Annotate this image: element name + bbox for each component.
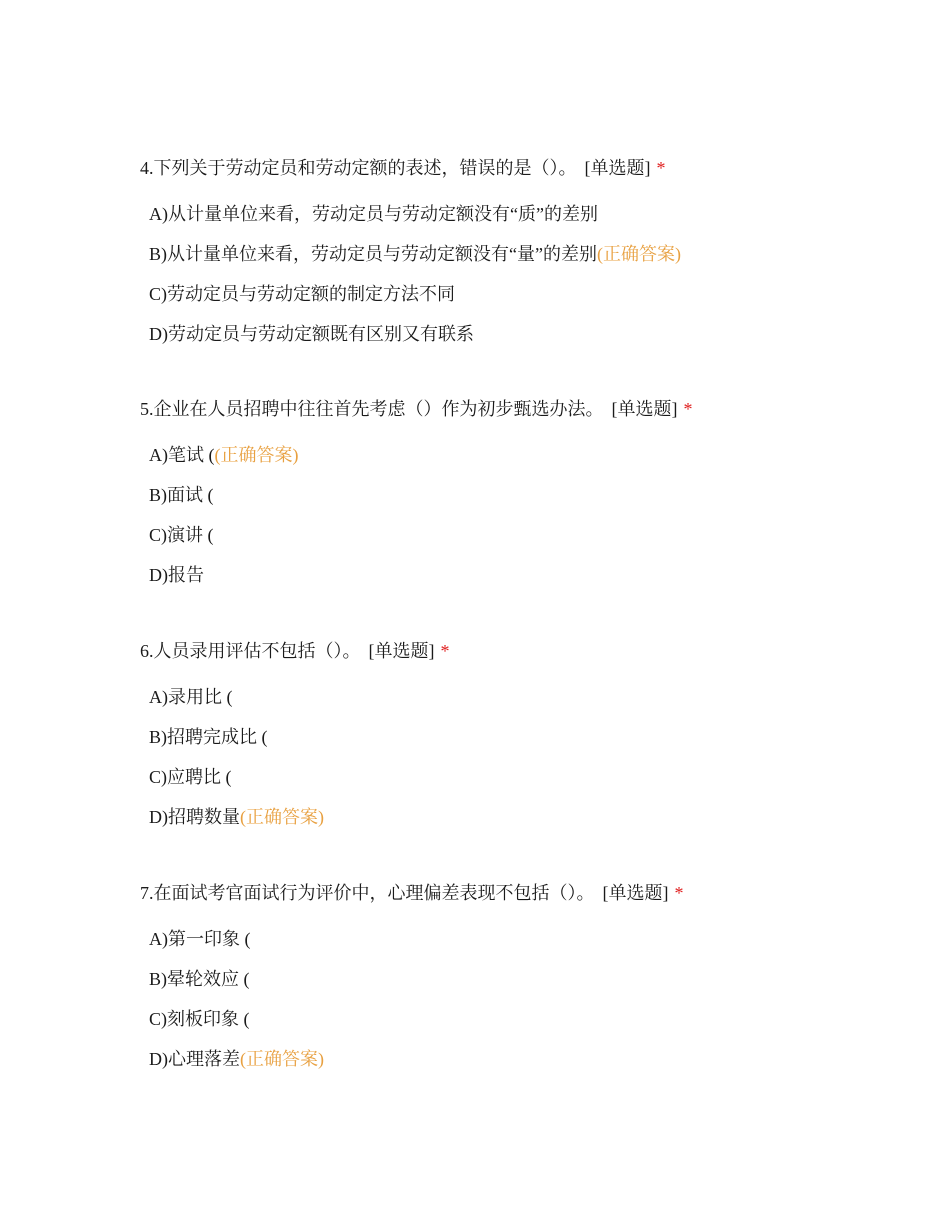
question-6 [140, 639, 920, 845]
option-text: D)招聘数量 [149, 807, 240, 827]
question-text: 6.人员录用评估不包括（）。 [140, 641, 361, 661]
option-d[interactable] [149, 805, 920, 829]
question-text: 7.在面试考官面试行为评价中，心理偏差表现不包括（）。 [140, 883, 595, 903]
correct-answer-mark: (正确答案) [240, 807, 324, 827]
option-text: C)应聘比 ( [149, 767, 232, 787]
question-title [140, 881, 920, 905]
option-text: C)劳动定员与劳动定额的制定方法不同 [149, 284, 455, 304]
question-type: [单选题] [368, 641, 435, 661]
option-text: C)演讲 ( [149, 525, 214, 545]
correct-answer-mark: (正确答案) [596, 244, 681, 264]
question-title [140, 156, 920, 180]
option-a[interactable] [149, 443, 920, 467]
option-text: A)笔试 ( [149, 445, 215, 465]
option-text: B)从计量单位来看，劳动定员与劳动定额没有“量”的差别 [149, 244, 597, 264]
correct-answer-mark: (正确答案) [240, 1049, 324, 1069]
question-type: [单选题] [584, 158, 651, 178]
question-4 [140, 156, 920, 362]
option-c[interactable] [149, 1007, 920, 1031]
option-a[interactable] [149, 202, 920, 226]
option-b[interactable] [149, 483, 920, 507]
required-marker: * [656, 158, 666, 178]
option-a[interactable] [149, 685, 920, 709]
option-text: B)面试 ( [149, 485, 214, 505]
option-list [140, 685, 920, 829]
option-d[interactable] [149, 1047, 920, 1071]
option-text: D)劳动定员与劳动定额既有区别又有联系 [149, 324, 474, 344]
required-marker: * [683, 399, 693, 419]
option-text: A)从计量单位来看，劳动定员与劳动定额没有“质”的差别 [149, 204, 598, 224]
option-b[interactable] [149, 725, 920, 749]
option-text: D)心理落差 [149, 1049, 240, 1069]
option-d[interactable] [149, 322, 920, 346]
option-a[interactable] [149, 927, 920, 951]
option-text: A)第一印象 ( [149, 929, 251, 949]
option-d[interactable] [149, 563, 920, 587]
correct-answer-mark: (正确答案) [214, 445, 299, 465]
question-text: 4.下列关于劳动定员和劳动定额的表述，错误的是（）。 [140, 158, 577, 178]
required-marker: * [440, 641, 450, 661]
question-type: [单选题] [602, 883, 669, 903]
option-text: B)晕轮效应 ( [149, 969, 250, 989]
question-7 [140, 881, 920, 1087]
option-text: C)刻板印象 ( [149, 1009, 250, 1029]
option-c[interactable] [149, 765, 920, 789]
option-list [140, 927, 920, 1071]
option-list [140, 202, 920, 346]
option-b[interactable] [149, 967, 920, 991]
option-text: B)招聘完成比 ( [149, 727, 268, 747]
option-c[interactable] [149, 523, 920, 547]
required-marker: * [674, 883, 684, 903]
option-text: D)报告 [149, 565, 204, 585]
question-text: 5.企业在人员招聘中往往首先考虑（）作为初步甄选办法。 [140, 399, 604, 419]
question-5 [140, 397, 920, 603]
question-type: [单选题] [611, 399, 678, 419]
question-title [140, 397, 920, 421]
option-text: A)录用比 ( [149, 687, 233, 707]
question-title [140, 639, 920, 663]
option-b[interactable] [149, 242, 920, 266]
option-c[interactable] [149, 282, 920, 306]
option-list [140, 443, 920, 587]
